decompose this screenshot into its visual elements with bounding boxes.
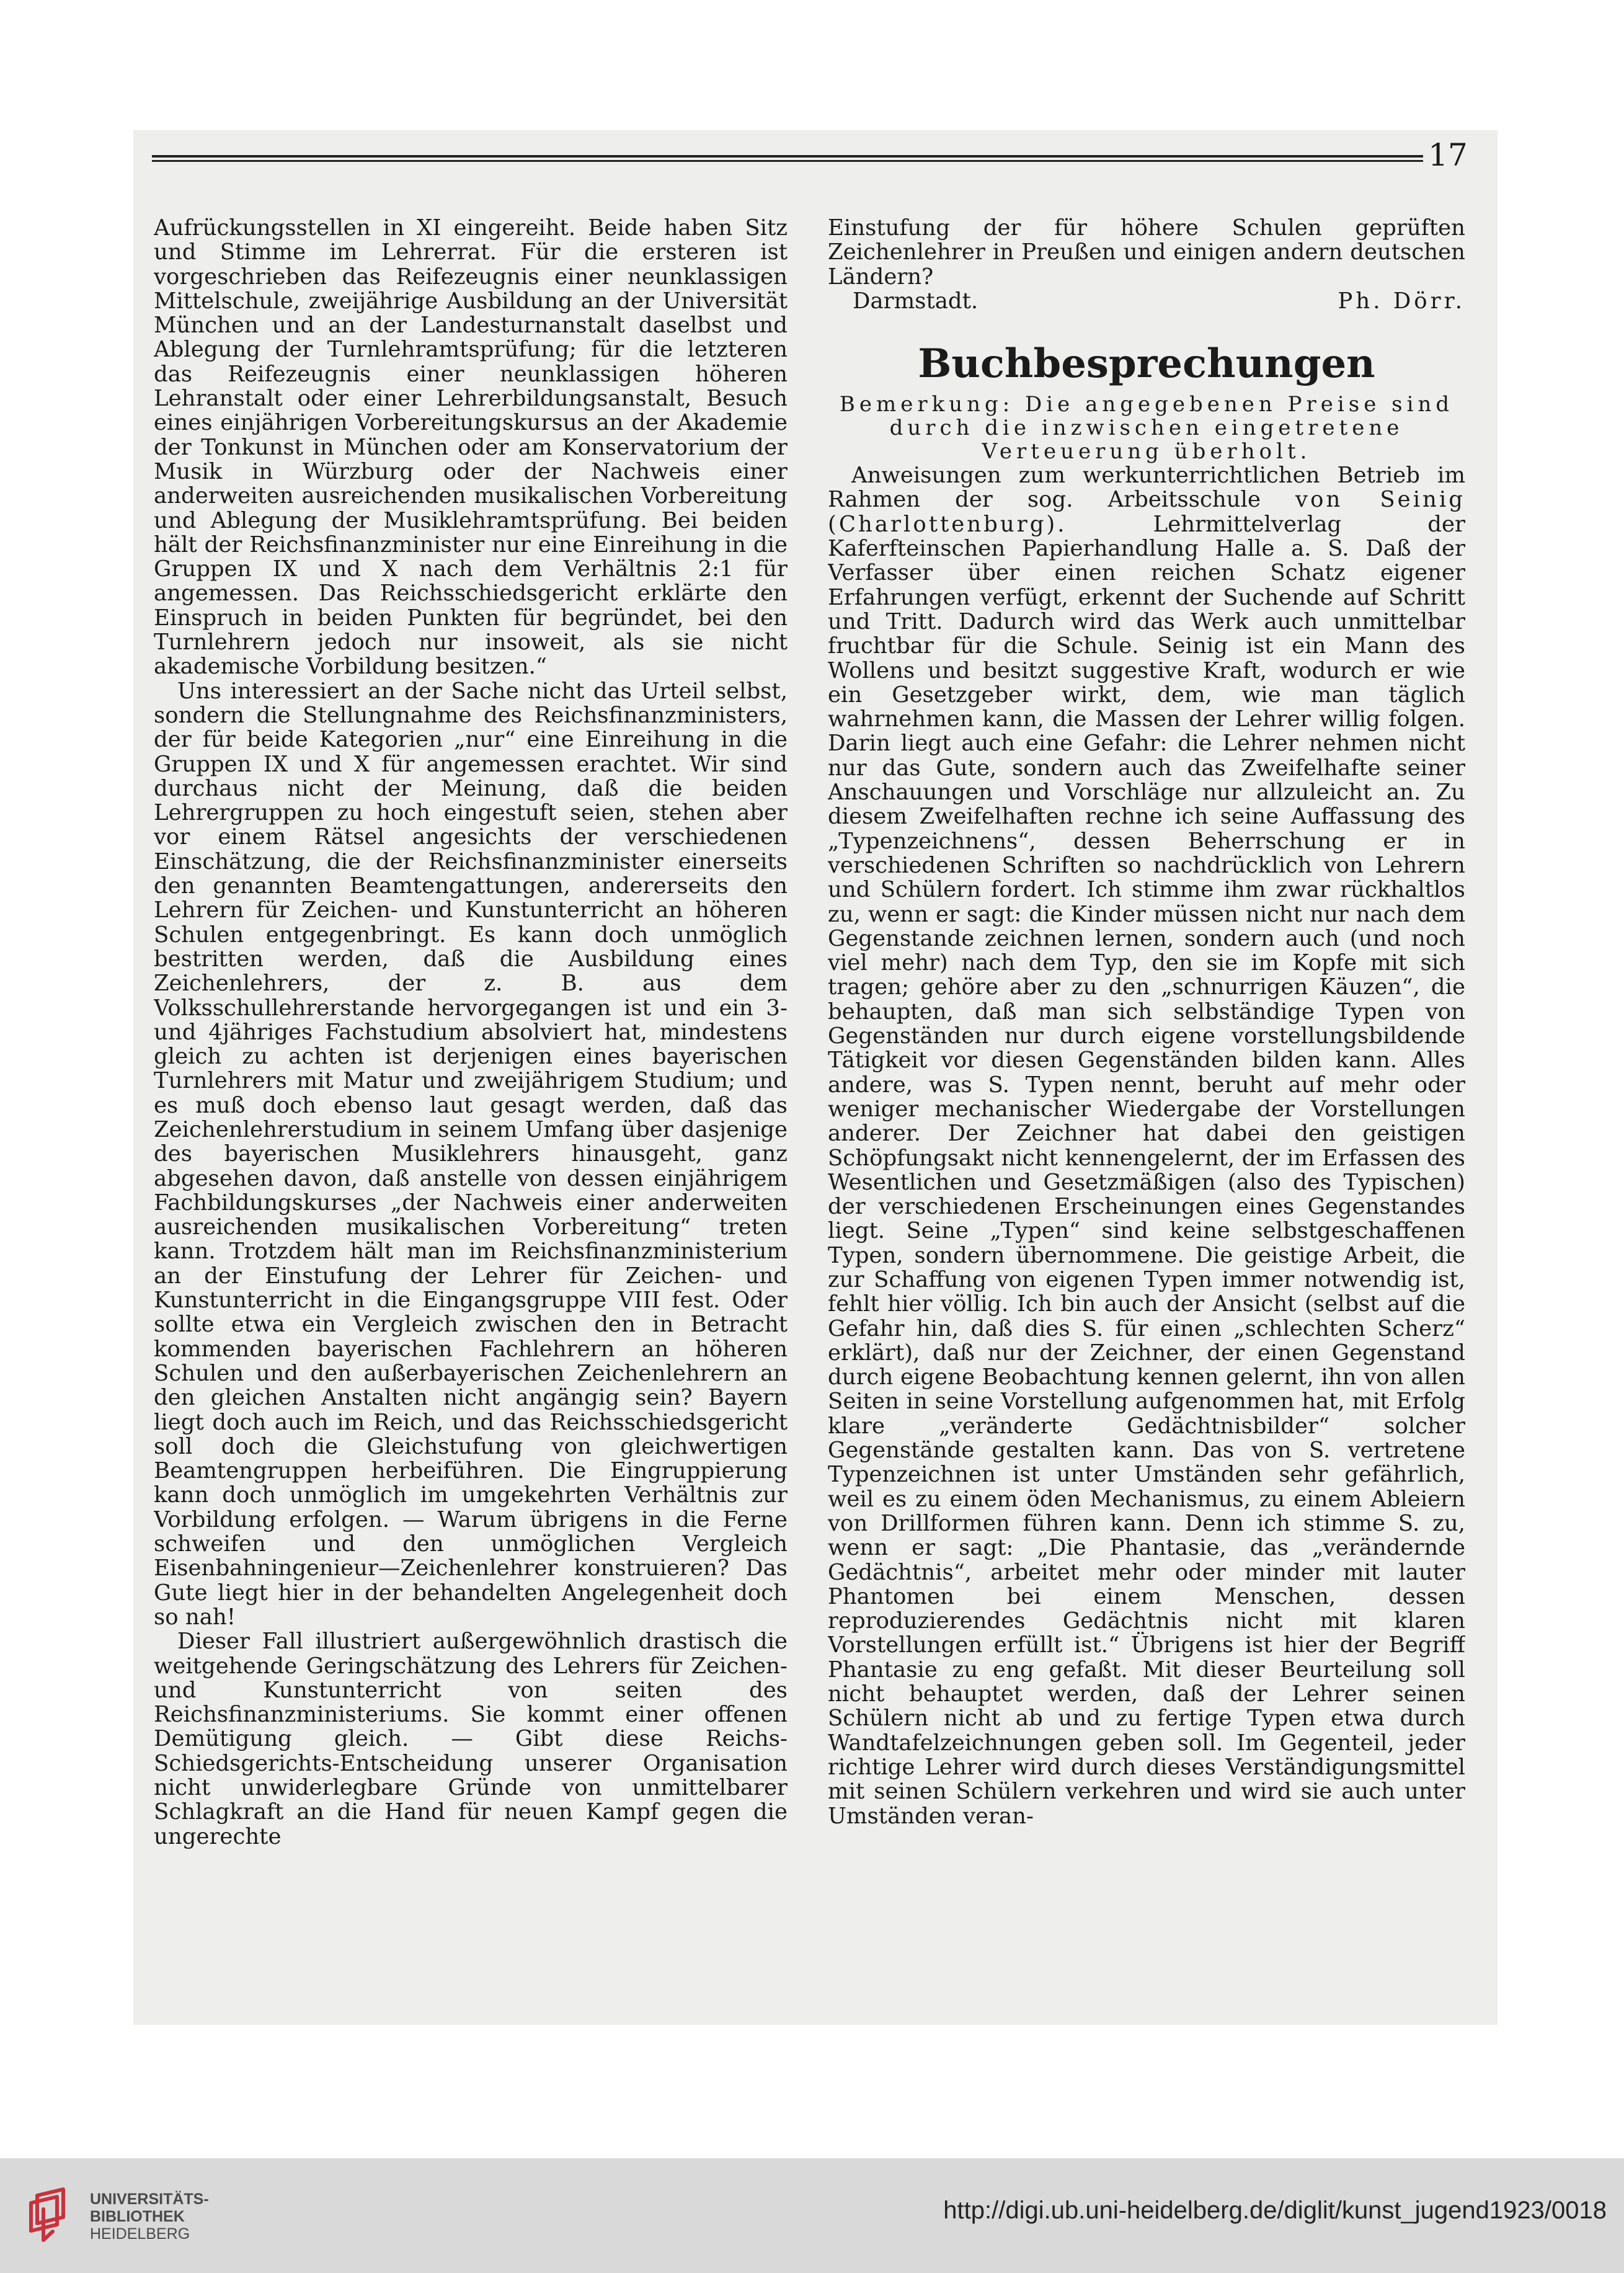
header-rule (152, 155, 1423, 162)
library-line: BIBLIOTHEK (90, 2208, 185, 2225)
author: Ph. Dörr. (1338, 288, 1465, 314)
page-number: 17 (1428, 137, 1468, 173)
place: Darmstadt. (853, 288, 978, 314)
paragraph: Aufrückungsstellen in XI eingereiht. Beide haben Sitz und Stimme im Lehrerrat. Für die ersteren ist vorgeschrieben das Reifezeugnis einer neunklassigen Mittelschule, zweijährige Ausbildung an der Universität München und an der Landesturnanstalt daselbst und Ablegung der Turnlehramtsprüfung; für die letzteren das Reifezeugnis einer neunklassigen höheren Lehranstalt oder einer Lehrerbildungsanstalt, Besuch eines einjährigen Vorbereitungskursus an der Akademie der Tonkunst in München oder am Konservatorium der Musik in Würzburg oder der Nachweis einer anderweiten ausreichenden musikalischen Vorbereitung und Ablegung der Musiklehramtsprüfung. Bei beiden hält der Reichsfinanzminister nur eine Einreihung in die Gruppen IX und X nach dem Verhältnis 2:1 für angemessen. Das Reichsschiedsgericht erklärte den Einspruch in beiden Punkten für begründet, bei den Turnlehrern jedoch nur insoweit, als sie nicht akademische Vorbildung besitzen.“ (154, 216, 788, 680)
library-name (90, 2191, 209, 2243)
footer-bar (0, 2158, 1624, 2273)
review-paragraph (828, 463, 1465, 1828)
library-line: UNIVERSITÄTS- (90, 2191, 209, 2208)
review-title: Anweisungen zum werkunterrichtlichen Betrieb im Rahmen der sog. Arbeitsschule (828, 463, 1465, 513)
paragraph: Dieser Fall illustriert außergewöhnlich drastisch die weitgehende Geringschätzung des Lehrers für Zeichen- und Kunstunterricht von seiten des Reichsfinanzministeriums. Sie kommt einer offenen Demütigung gleich. — Gibt diese Reichs-Schiedsgerichts-Entscheidung unserer Organisation nicht unwiderlegbare Gründe von unmittelbarer Schlagkraft an die Hand für neuen Kampf gegen die ungerechte (154, 1629, 788, 1849)
signature-line (828, 289, 1465, 313)
left-column (154, 216, 788, 2008)
heidelberg-library-logo-icon (19, 2183, 81, 2245)
review-body: Lehrmittelverlag der Kaferfteinschen Papierhandlung Halle a. S. Daß der Verfasser über einen reichen Schatz eigener Erfahrungen verfügt, erkennt der Suchende auf Schritt und Tritt. Dadurch wird das Werk auch unmittelbar fruchtbar für die Schule. Seinig ist ein Mann des Wollens und besitzt suggestive Kraft, wodurch er wie ein Gesetzgeber wirkt, dem, wie man täglich wahrnehmen kann, die Massen der Lehrer willig folgen. Darin liegt auch eine Gefahr: die Lehrer nehmen nicht nur das Gute, sondern auch das Zweifelhafte seiner Anschauungen und Vorschläge nur allzuleicht an. Zu diesem Zweifelhaften rechne ich seine Auffassung des „Typenzeichnens“, dessen Beherrschung er in verschiedenen Schriften so nachdrücklich von Lehrern und Schülern fordert. Ich stimme ihm zwar rückhaltlos zu, wenn er sagt: die Kinder müssen nicht nur nach dem Gegenstande zeichnen lernen, sondern auch (und noch viel mehr) nach dem Typ, den sie im Kopfe mit sich tragen; gehöre aber zu den „schnurrigen Käuzen“, die behaupten, daß man sich selbständige Typen von Gegenständen nur durch eigene vorstellungsbildende Tätigkeit vor diesen Gegenständen bilden kann. Alles andere, was S. Typen nennt, beruht auf mehr oder weniger mechanischer Wiedergabe der Vorstellungen anderer. Der Zeichner hat dabei den geistigen Schöpfungsakt nicht kennengelernt, der im Erfassen des Wesentlichen und Gesetzmäßigen (also des Typischen) der verschiedenen Erscheinungen eines Gegenstandes liegt. Seine „Typen“ sind keine selbstgeschaffenen Typen, sondern übernommene. Die geistige Arbeit, die zur Schaffung von eigenen Typen immer notwendig ist, fehlt hier völlig. Ich bin auch der Ansicht (selbst auf die Gefahr hin, daß dies S. für einen „schlechten Scherz“ erklärt), daß nur der Zeichner, der einen Gegenstand durch eigene Beobachtung kennen gelernt, ihn von allen Seiten in seine Vorstellung aufgenommen hat, mit Erfolg klare „veränderte Gedächtnisbilder“ solcher Gegenstände gestalten kann. Das von S. vertretene Typenzeichnen ist unter Umständen sehr gefährlich, weil es zu einem öden Mechanismus, zu einem Ableiern von Drillformen führen kann. Denn ich stimme S. zu, wenn er sagt: „Die Phantasie, das „verändernde Gedächtnis“, arbeitet mehr oder minder mit lauter Phantomen bei einem Menschen, dessen reproduzierendes Gedächtnis nicht mit klaren Vorstellungen erfüllt ist.“ Übrigens ist hier der Begriff Phantasie zu eng gefaßt. Mit dieser Beurteilung soll nicht behauptet werden, daß der Lehrer seinen Schülern nicht ab und zu fertige Typen etwa durch Wandtafelzeichnungen geben soll. Im Gegenteil, jeder richtige Lehrer wird durch dieses Verständigungsmittel mit seinen Schülern verkehren und wird sie auch unter Umständen veran- (828, 511, 1465, 1829)
paragraph: Einstufung der für höhere Schulen geprüften Zeichenlehrer in Preußen und einigen andern deutschen Ländern? (828, 216, 1465, 290)
paragraph: Uns interessiert an der Sache nicht das Urteil selbst, sondern die Stellungnahme des Reichsfinanzministers, der für beide Kategorien „nur“ eine Einreihung in die Gruppen IX und X für angemessen erachtet. Wir sind durchaus nicht der Meinung, daß die beiden Lehrergruppen zu hoch eingestuft seien, stehen aber vor einem Rätsel angesichts der verschiedenen Einschätzung, die der Reichsfinanzminister einerseits den genannten Beamtengattungen, andererseits den Lehrern für Zeichen- und Kunstunterricht an höheren Schulen entgegenbringt. Es kann doch unmöglich bestritten werden, daß die Ausbildung eines Zeichenlehrers, der z. B. aus dem Volksschullehrerstande hervorgegangen ist und ein 3- und 4jähriges Fachstudium absolviert hat, mindestens gleich zu achten ist derjenigen eines bayerischen Turnlehrers mit Matur und zweijährigem Studium; und es muß doch ebenso laut gesagt werden, daß das Zeichenlehrerstudium in seinem Umfang über dasjenige des bayerischen Musiklehrers hinausgeht, ganz abgesehen davon, daß anstelle von dessen einjährigem Fachbildungskurses „der Nachweis einer anderweiten ausreichenden musikalischen Vorbereitung“ treten kann. Trotzdem hält man im Reichsfinanzministerium an der Einstufung der Lehrer für Zeichen- und Kunstunterricht in die Eingangsgruppe VIII fest. Oder sollte etwa ein Vergleich zwischen den in Betracht kommenden bayerischen Fachlehrern an höheren Schulen und den außerbayerischen Zeichenlehrern an den gleichen Anstalten nicht angängig sein? Bayern liegt doch auch im Reich, und das Reichsschiedsgericht soll doch die Gleichstufung von gleichwertigen Beamtengruppen herbeiführen. Die Eingruppierung kann doch unmöglich im umgekehrten Verhältnis zur Vorbildung erfolgen. — Warum übrigens in die Ferne schweifen und den unmöglichen Vergleich Eisenbahningenieur—Zeichenlehrer konstruieren? Das Gute liegt hier in der behandelten Angelegenheit doch so nah! (154, 678, 788, 1630)
remark: Bemerkung: Die angegebenen Preise sind durch die inzwischen eingetretene Verteuerung überholt. (839, 392, 1454, 465)
review-author: von Seinig (Charlottenburg). (828, 487, 1465, 537)
library-line: HEIDELBERG (90, 2225, 190, 2243)
right-column (828, 216, 1465, 2008)
source-url[interactable]: http://digi.ub.uni-heidelberg.de/diglit/kunst_jugend1923/0018 (943, 2197, 1607, 2224)
section-heading: Buchbesprechungen (918, 340, 1375, 388)
